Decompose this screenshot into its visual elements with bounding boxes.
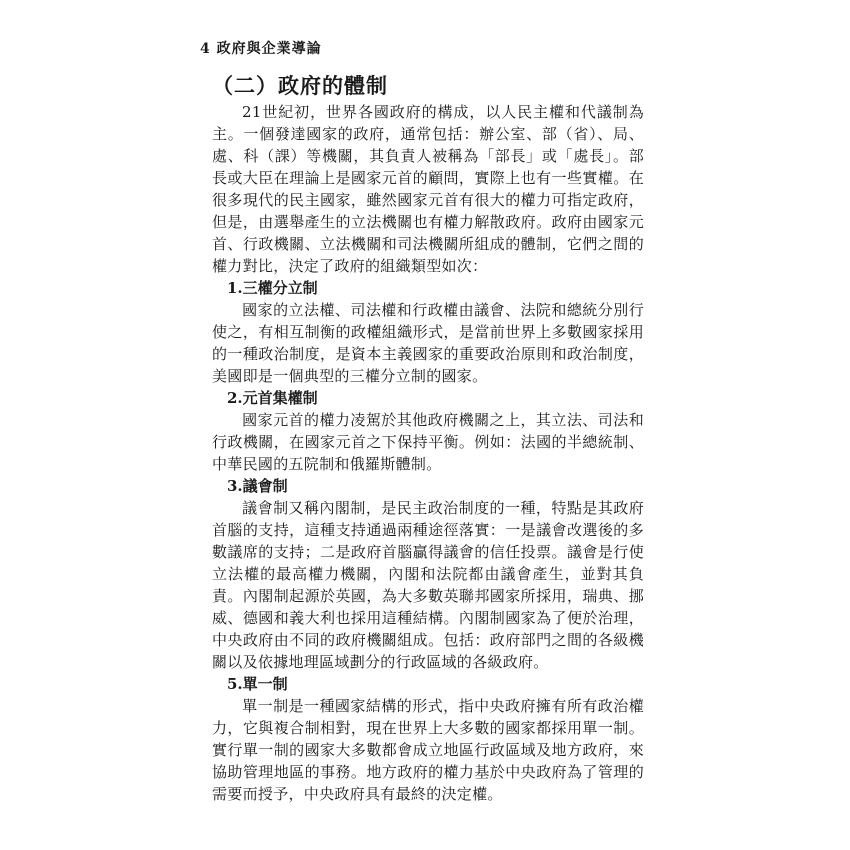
- running-head: 4 政府與企業導論: [200, 41, 322, 57]
- paragraph-head-of-state-centralized: [212, 409, 644, 475]
- section-title: （二）政府的體制: [212, 73, 388, 98]
- paragraph-separation-of-powers: [212, 299, 644, 387]
- paragraph-parliamentary-system: [212, 497, 644, 673]
- intro-paragraph: [212, 101, 644, 277]
- subheading-parliamentary-system: 3.議會制: [227, 477, 288, 495]
- paragraph-text: 議會制又稱內閣制，是民主政治制度的一種，特點是其政府首腦的支持，這種支持通過兩種途徑落實：一是議會改選後的多數議席的支持；二是政府首腦贏得議會的信任投票。議會是行使立法權的最高權力機關，內閣和法院都由議會產生，並對其負責。內閣制起源於英國，為大多數英聯邦國家所採用，瑞典、挪威、德國和義大利也採用這種結構。內閣制國家為了便於治理，中央政府由不同的政府機關組成。包括：政府部門之間的各級機關以及依據地理區域劃分的行政區域的各級政府。: [212, 499, 644, 671]
- paragraph-unitary-system: [212, 695, 644, 805]
- paragraph-text: 國家的立法權、司法權和行政權由議會、法院和總統分別行使之，有相互制衡的政權組織形式，是當前世界上多數國家採用的一種政治制度，是資本主義國家的重要政治原則和政治制度，美國即是一個典型的三權分立制的國家。: [212, 301, 644, 385]
- subheading-unitary-system: 5.單一制: [227, 675, 288, 693]
- subheading-head-of-state-centralized: 2.元首集權制: [227, 389, 318, 407]
- paragraph-text: 國家元首的權力凌駕於其他政府機關之上，其立法、司法和行政機關，在國家元首之下保持平衡。例如：法國的半總統制、中華民國的五院制和俄羅斯體制。: [212, 411, 644, 473]
- intro-text: 21世紀初，世界各國政府的構成，以人民主權和代議制為主。一個發達國家的政府，通常包括：辦公室、部（省）、局、處、科（課）等機關，其負責人被稱為「部長」或「處長」。部長或大臣在理論上是國家元首的顧問，實際上也有一些實權。在很多現代的民主國家，雖然國家元首有很大的權力可指定政府，但是，由選舉產生的立法機關也有權力解散政府。政府由國家元首、行政機關、立法機關和司法機關所組成的體制，它們之間的權力對比，決定了政府的組織類型如次：: [212, 103, 644, 275]
- paragraph-text: 單一制是一種國家結構的形式，指中央政府擁有所有政治權力，它與複合制相對，現在世界上大多數的國家都採用單一制。實行單一制的國家大多數都會成立地區行政區域及地方政府，來協助管理地區的事務。地方政府的權力基於中央政府為了管理的需要而授予，中央政府具有最終的決定權。: [212, 697, 644, 803]
- subheading-separation-of-powers: 1.三權分立制: [227, 279, 318, 297]
